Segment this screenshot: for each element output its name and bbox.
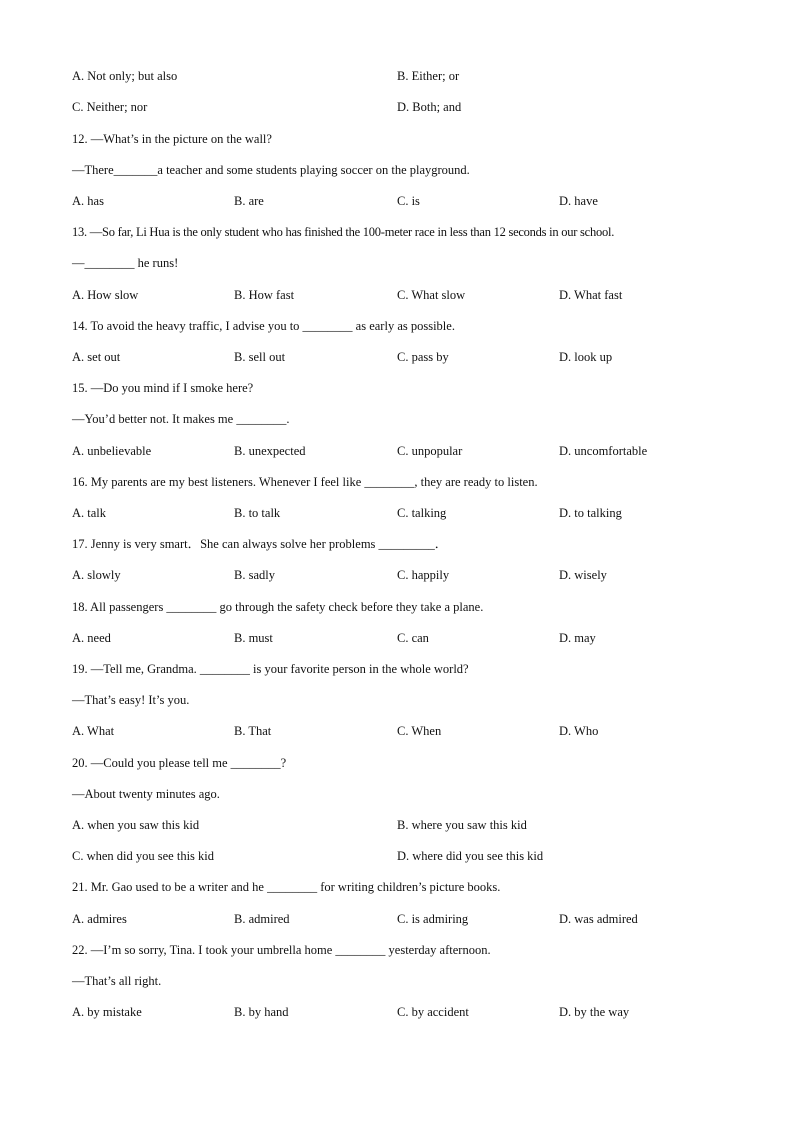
q16-stem: 16. My parents are my best listeners. Whenever I feel like ________, they are ready to listen. [72, 475, 538, 489]
q22-option-a: A. by mistake [72, 1005, 142, 1019]
q11-option-a: A. Not only; but also [72, 69, 178, 83]
q12-option-b: B. are [234, 194, 264, 208]
q11-option-b: B. Either; or [397, 69, 460, 83]
q18-option-b: B. must [234, 631, 273, 645]
q22-option-b: B. by hand [234, 1005, 289, 1019]
q13-option-b: B. How fast [234, 288, 295, 302]
q16-option-d: D. to talking [559, 506, 622, 520]
q20-option-d: D. where did you see this kid [397, 849, 544, 863]
q11-option-c: C. Neither; nor [72, 100, 148, 114]
q12-option-d: D. have [559, 194, 598, 208]
q22-option-c: C. by accident [397, 1005, 469, 1019]
q12-option-c: C. is [397, 194, 420, 208]
q17-option-a: A. slowly [72, 568, 121, 582]
q15-option-a: A. unbelievable [72, 444, 152, 458]
q18-option-d: D. may [559, 631, 596, 645]
q19-option-d: D. Who [559, 724, 599, 738]
q15-stem: 15. —Do you mind if I smoke here? [72, 381, 254, 395]
q11-option-d: D. Both; and [397, 100, 462, 114]
q19-stem: 19. —Tell me, Grandma. ________ is your favorite person in the whole world? [72, 662, 469, 676]
q15-option-b: B. unexpected [234, 444, 306, 458]
q15-option-d: D. uncomfortable [559, 444, 648, 458]
q18-stem: 18. All passengers ________ go through the safety check before they take a plane. [72, 600, 484, 614]
q13-option-a: A. How slow [72, 288, 139, 302]
q21-option-c: C. is admiring [397, 912, 469, 926]
q18-option-a: A. need [72, 631, 111, 645]
q14-option-c: C. pass by [397, 350, 449, 364]
q21-option-a: A. admires [72, 912, 127, 926]
q15-reply: —You’d better not. It makes me ________. [72, 412, 290, 426]
q19-reply: —That’s easy! It’s you. [72, 693, 190, 707]
q20-reply: —About twenty minutes ago. [72, 787, 220, 801]
q16-option-c: C. talking [397, 506, 447, 520]
q22-option-d: D. by the way [559, 1005, 630, 1019]
q12-reply: —There_______a teacher and some students playing soccer on the playground. [72, 163, 470, 177]
q13-option-c: C. What slow [397, 288, 466, 302]
q20-option-b: B. where you saw this kid [397, 818, 527, 832]
q16-option-a: A. talk [72, 506, 107, 520]
q13-option-d: D. What fast [559, 288, 623, 302]
q20-option-c: C. when did you see this kid [72, 849, 215, 863]
q19-option-c: C. When [397, 724, 442, 738]
q15-option-c: C. unpopular [397, 444, 463, 458]
q14-stem: 14. To avoid the heavy traffic, I advise you to ________ as early as possible. [72, 319, 455, 333]
q13-reply: —________ he runs! [72, 256, 179, 270]
q21-option-d: D. was admired [559, 912, 638, 926]
q17-option-c: C. happily [397, 568, 450, 582]
q18-option-c: C. can [397, 631, 429, 645]
q19-option-a: A. What [72, 724, 115, 738]
q20-option-a: A. when you saw this kid [72, 818, 200, 832]
q22-stem: 22. —I’m so sorry, Tina. I took your umbrella home ________ yesterday afternoon. [72, 943, 491, 957]
q21-stem: 21. Mr. Gao used to be a writer and he ________ for writing children’s picture books. [72, 880, 501, 894]
q21-option-b: B. admired [234, 912, 290, 926]
q22-reply: —That’s all right. [72, 974, 162, 988]
q12-option-a: A. has [72, 194, 104, 208]
q17-option-b: B. sadly [234, 568, 275, 582]
q17-stem: 17. Jenny is very smart．She can always solve her problems _________． [72, 537, 448, 551]
q12-stem: 12. —What’s in the picture on the wall? [72, 132, 272, 146]
q14-option-b: B. sell out [234, 350, 286, 364]
q14-option-a: A. set out [72, 350, 121, 364]
q13-stem: 13. —So far, Li Hua is the only student who has finished the 100-meter race in less than 12 seconds in our school. [72, 225, 615, 239]
q16-option-b: B. to talk [234, 506, 281, 520]
q20-stem: 20. —Could you please tell me ________? [72, 756, 287, 770]
q19-option-b: B. That [234, 724, 272, 738]
q14-option-d: D. look up [559, 350, 613, 364]
q17-option-d: D. wisely [559, 568, 607, 582]
